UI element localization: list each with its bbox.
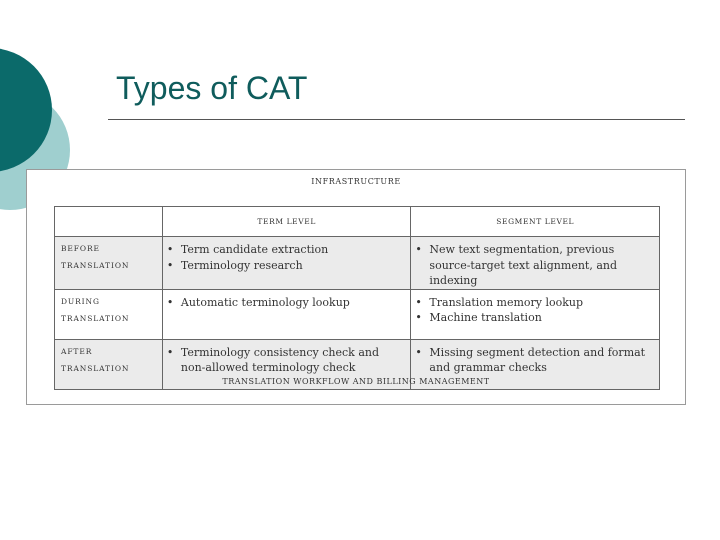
row-label-line1: DURING [61, 296, 100, 306]
term-level-cell [162, 289, 411, 339]
header-row [55, 207, 660, 237]
title-underline [108, 119, 685, 120]
cat-types-figure [26, 169, 686, 405]
table-row [55, 237, 660, 290]
list-item: • Machine translation [429, 310, 655, 326]
segment-level-cell [411, 289, 660, 339]
slide-title: Types of CAT [116, 70, 308, 106]
list-item: • Translation memory lookup [429, 295, 655, 311]
term-level-cell [162, 237, 411, 290]
row-label [55, 289, 163, 339]
list-item: • Term candidate extraction [181, 242, 407, 258]
list-item: • Terminology research [181, 258, 407, 274]
row-label-line2: TRANSLATION [61, 261, 130, 270]
segment-level-cell [411, 237, 660, 290]
list-item: • Missing segment detection and format and grammar checks [429, 345, 655, 376]
header-corner [55, 207, 163, 237]
segment-level-header: SEGMENT LEVEL [411, 207, 660, 237]
infrastructure-caption: INFRASTRUCTURE [311, 177, 401, 186]
list-item: • Automatic terminology lookup [181, 295, 407, 311]
row-label-line2: TRANSLATION [61, 313, 130, 323]
table-row [55, 289, 660, 339]
row-label-line1: BEFORE [61, 244, 100, 253]
row-label [55, 237, 163, 290]
list-item: • Terminology consistency check and non-allowed terminology check [181, 345, 407, 376]
workflow-caption: TRANSLATION WORKFLOW AND BILLING MANAGEMENT [222, 377, 490, 386]
cat-table [54, 206, 660, 390]
list-item: • New text segmentation, previous source-target text alignment, and indexing [429, 242, 655, 289]
row-label-line2: TRANSLATION [61, 363, 130, 373]
term-level-header: TERM LEVEL [162, 207, 411, 237]
row-label-line1: AFTER [61, 346, 93, 356]
